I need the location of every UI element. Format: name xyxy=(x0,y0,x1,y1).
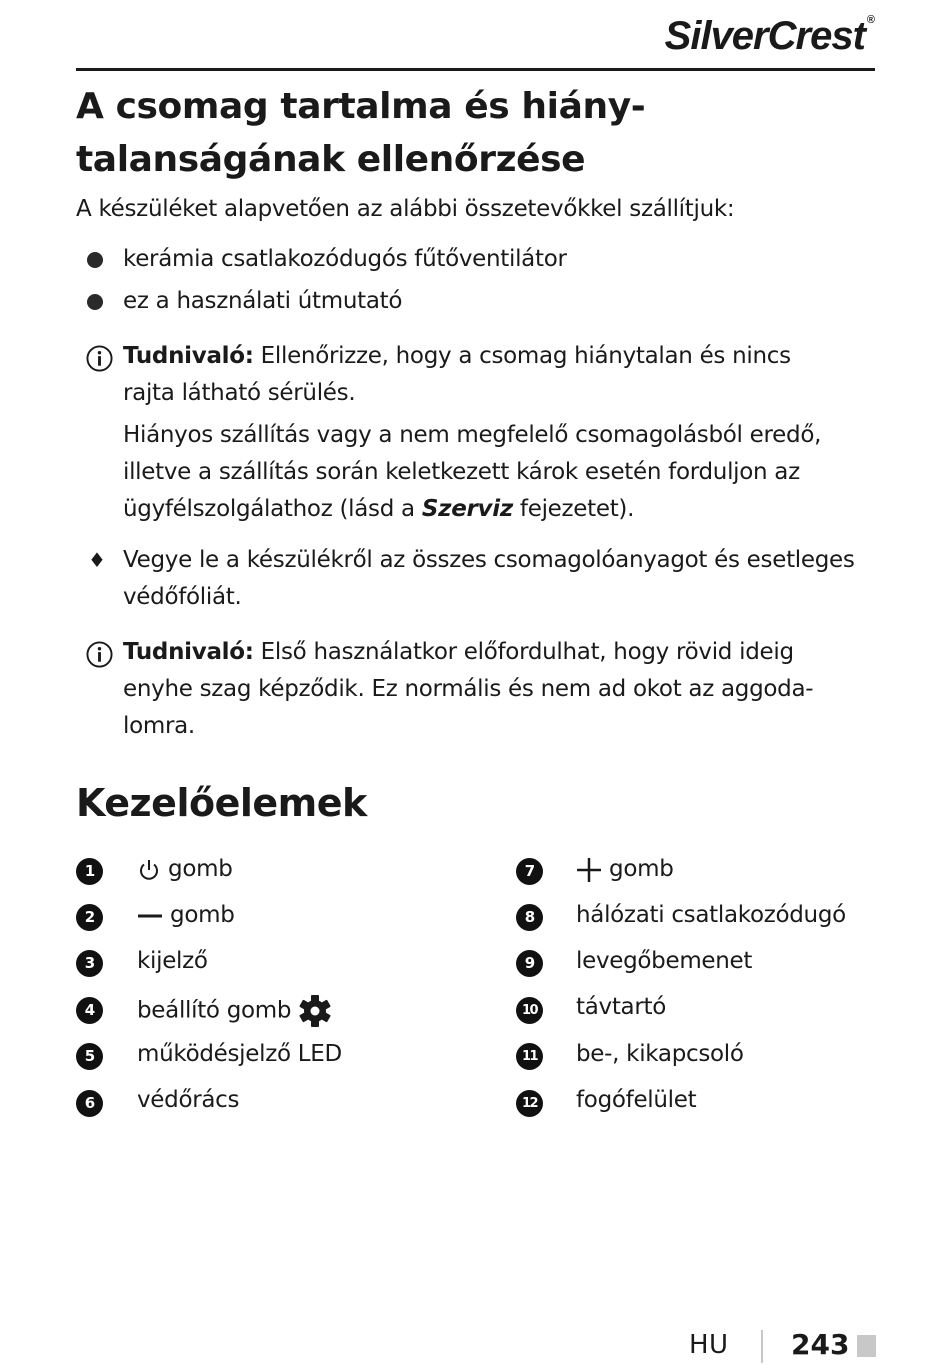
footer-divider xyxy=(761,1330,763,1363)
intro-text: A készüléket alapvetően az alábbi összetevőkkel szállítjuk: xyxy=(76,196,735,222)
list-item: ez a használati útmutató xyxy=(123,288,403,314)
item-number: 2 xyxy=(76,904,103,931)
control-item: távtartó xyxy=(576,994,666,1020)
brand-name: SilverCrest xyxy=(664,14,865,58)
item-number: 1 xyxy=(76,858,103,885)
note-label: Tudnivaló: xyxy=(123,639,254,665)
note-label: Tudnivaló: xyxy=(123,343,254,369)
note-line: ügyfélszolgálathoz (lásd a Szerviz fejezetet). xyxy=(123,496,635,522)
step-line: védőfóliát. xyxy=(123,584,242,610)
bullet-icon xyxy=(87,252,103,268)
header-rule xyxy=(76,68,875,71)
control-item: levegőbemenet xyxy=(576,948,753,974)
section-title-contents: A csomag tartalma és hiány- talanságának ellenőrzése xyxy=(76,86,646,180)
plus-icon xyxy=(576,857,602,883)
note-line: Tudnivaló: Ellenőrizze, hogy a csomag hiánytalan és nincs xyxy=(123,343,791,369)
control-item: gomb xyxy=(576,856,674,883)
section-title-controls: Kezelőelemek xyxy=(76,781,367,825)
page-number: 243 xyxy=(791,1328,850,1361)
note-line: rajta látható sérülés. xyxy=(123,380,356,406)
item-number: 8 xyxy=(516,904,543,931)
minus-icon xyxy=(137,904,163,928)
item-number: 5 xyxy=(76,1043,103,1070)
control-item: gomb xyxy=(137,856,233,882)
control-item: védőrács xyxy=(137,1087,240,1113)
diamond-bullet-icon: ♦ xyxy=(88,548,106,572)
step-line: Vegye le a készülékről az összes csomagolóanyagot és esetleges xyxy=(123,547,855,573)
brand-logo xyxy=(665,14,874,59)
item-number: 10 xyxy=(516,997,543,1024)
footer-marker xyxy=(857,1335,876,1357)
control-item: beállító gomb xyxy=(137,994,332,1028)
note-line: lomra. xyxy=(123,713,195,739)
control-item: be-, kikapcsoló xyxy=(576,1041,744,1067)
note-line: enyhe szag képződik. Ez normális és nem ad okot az aggoda- xyxy=(123,676,814,702)
control-item: hálózati csatlakozódugó xyxy=(576,902,846,928)
language-code: HU xyxy=(689,1330,729,1360)
registered-mark: ® xyxy=(866,14,874,26)
item-number: 3 xyxy=(76,950,103,977)
item-number: 4 xyxy=(76,997,103,1024)
item-number: 11 xyxy=(516,1043,543,1070)
info-icon xyxy=(86,345,113,372)
control-item: működésjelző LED xyxy=(137,1041,342,1067)
item-number: 12 xyxy=(516,1090,543,1117)
chapter-reference: Szerviz xyxy=(421,496,513,522)
note-line: Tudnivaló: Első használatkor előfordulhat, hogy rövid ideig xyxy=(123,639,794,665)
item-number: 6 xyxy=(76,1090,103,1117)
control-item: fogófelület xyxy=(576,1087,697,1113)
control-item: gomb xyxy=(137,902,235,928)
note-line: illetve a szállítás során keletkezett károk esetén forduljon az xyxy=(123,459,800,485)
info-icon xyxy=(86,641,113,668)
item-number: 7 xyxy=(516,858,543,885)
bullet-icon xyxy=(87,294,103,310)
gear-icon xyxy=(298,994,332,1028)
power-icon xyxy=(137,858,161,882)
item-number: 9 xyxy=(516,950,543,977)
note-line: Hiányos szállítás vagy a nem megfelelő csomagolásból eredő, xyxy=(123,422,822,448)
control-item: kijelző xyxy=(137,948,208,974)
list-item: kerámia csatlakozódugós fűtőventilátor xyxy=(123,246,567,272)
